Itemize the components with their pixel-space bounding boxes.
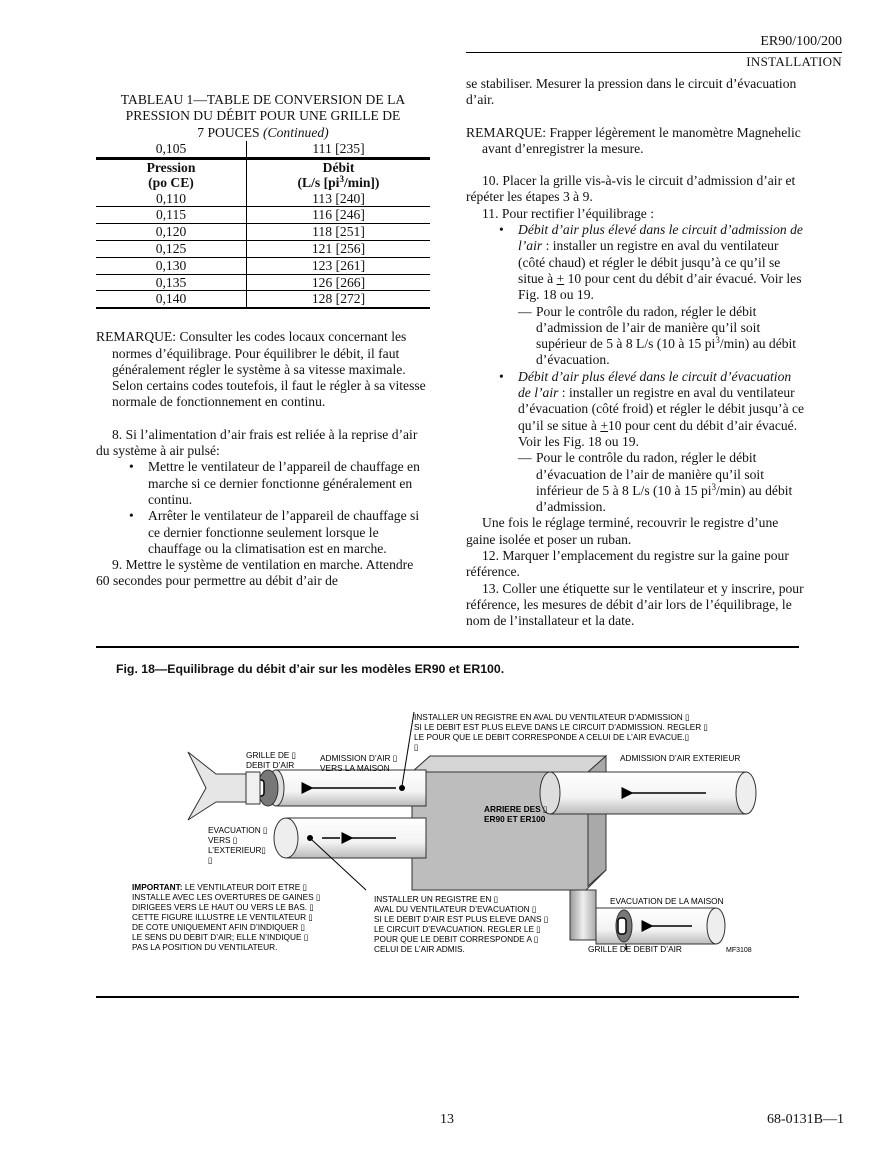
bullet-fan-continuous: • Mettre le ventilateur de l’appareil de chauffage en marche si ce dernier fonctionne généralement en continu.: [129, 459, 420, 507]
step-9-continued: se stabiliser. Mesurer la pression dans le circuit d’évacuation d’air.: [466, 76, 797, 108]
rear-label: ARRIERE DES ▯: [484, 804, 548, 814]
table-row: 0,125 121 [256]: [96, 241, 430, 258]
table-row: 0,130 123 [261]: [96, 257, 430, 274]
svg-text:GRILLE DE ▯DEBIT D’AIR: GRILLE DE ▯ DEBIT D’AIR: [246, 750, 297, 770]
bullet-icon: •: [129, 508, 134, 524]
exhaust-duct: [274, 818, 426, 890]
figure-ref: MF3108: [726, 947, 752, 954]
bullet-icon: •: [129, 459, 134, 475]
model-code: ER90/100/200: [760, 34, 842, 49]
figure-caption: Fig. 18—Equilibrage du débit d’air sur les modèles ER90 et ER100.: [116, 662, 505, 676]
after-adjustment: Une fois le réglage terminé, recouvrir le registre d’une gaine isolée et poser un ruban.: [466, 515, 779, 547]
bullet-icon: •: [499, 222, 504, 238]
column-header-pressure: Pression (po CE): [96, 158, 247, 191]
dash-icon: —: [518, 450, 532, 466]
remark-magnehelic: REMARQUE: Frapper légèrement le manomètre Magnehelic avant d’enregistrer la mesure.: [466, 124, 801, 156]
left-column: [96, 92, 430, 590]
table-row: 0,105 111 [235]: [96, 141, 430, 158]
page-number: 13: [440, 1112, 454, 1127]
right-column: [466, 76, 806, 630]
airflow-diagram: [96, 700, 799, 970]
radon-note-admission: — Pour le contrôle du radon, régler le débit d’admission de l’air de manière qu’il soit supérieur de 5 à 8 L/s (10 à 15 $pi^3/\min$) au débit d’évacuation.: [518, 303, 797, 368]
important-note: IMPORTANT: LE VENTILATEUR DOIT ETRE ▯ INSTALLE AVEC LES OVERTURES DE GAINES ▯ DIRIGEES VERS LE HAUT OU VERS LE BAS. ▯ CETTE FIGURE ILLUSTRE LE VENTILATEUR ▯ DE COTE UNIQUEMENT AFIN D’INDIQUER ▯ LE SENS DU DEBIT D’AIR; ELLE N’INDIQUE ▯ PAS LA POSITION DU VENTILATEUR.: [132, 882, 321, 952]
bullet-fan-stop: • Arrêter le ventilateur de l’appareil de chauffage si ce dernier fonctionne seulement lorsque le chauffage ou la climatisation est en marche.: [129, 508, 420, 556]
svg-text:EVACUATION ▯VERS ▯L’EXTERIEUR▯: EVACUATION ▯ VERS ▯ L’EXTERIEUR▯ ▯: [208, 825, 268, 865]
bullet-icon: •: [499, 368, 504, 384]
svg-text:ARRIERE DES ▯ER90 ET ER100: ARRIERE DES ▯ ER90 ET ER100: [484, 804, 548, 824]
section-title: INSTALLATION: [746, 54, 842, 69]
step-8: 8. Si l’alimentation d’air frais est reliée à la reprise d’air du système à air pulsé:: [96, 426, 418, 459]
evac-exterior-label: EVACUATION ▯: [208, 825, 268, 835]
step-11: 11. Pour rectifier l’équilibrage :: [482, 205, 654, 221]
figure-bottom-rule: [96, 996, 799, 998]
callout-bottom-text: INSTALLER UN REGISTRE EN ▯: [374, 894, 499, 904]
intake-duct: [188, 712, 426, 820]
step-10: 10. Placer la grille vis-à-vis le circuit d’admission d’air et répéter les étapes 3 à 9.: [466, 173, 796, 205]
step-9: 9. Mettre le système de ventilation en marche. Attendre 60 secondes pour permettre au débit d’air de: [96, 557, 414, 589]
table-row: 0,120 118 [251]: [96, 224, 430, 241]
header-rule: [466, 52, 842, 53]
step-12: 12. Marquer l’emplacement du registre sur la gaine pour référence.: [466, 548, 789, 580]
outdoor-intake-duct: [540, 772, 756, 814]
grille-bottom-label: GRILLE DE DEBIT D’AIR: [588, 944, 682, 954]
admission-exterior-label: ADMISSION D’AIR EXTERIEUR: [620, 753, 741, 763]
table-row: 0,140 128 [272]: [96, 291, 430, 308]
table-row: 0,110 113 [240]: [96, 191, 430, 207]
table-title: TABLEAU 1—TABLE DE CONVERSION DE LA PRESSION DU DÉBIT POUR UNE GRILLE DE 7 POUCES (Continued): [120, 92, 406, 140]
column-header-flow: Débit (L/s $[pi^3/\min]$): [297, 159, 380, 191]
step-13: 13. Coller une étiquette sur le ventilateur et y inscrire, pour référence, les mesures de débit d’air lors de l’équilibrage, le nom de l’installateur et la date.: [466, 580, 804, 629]
callout-top-text: INSTALLER UN REGISTRE EN AVAL DU VENTILATEUR D’ADMISSION ▯: [414, 712, 690, 722]
svg-text:INSTALLER UN REGISTRE EN AVAL: INSTALLER UN REGISTRE EN AVAL DU VENTILATEUR D’ADMISSION ▯ SI LE DEBIT EST PLUS ELEVE DANS LE CIRCUIT D’ADMISSION. REGLER ▯ LE POUR QUE LE DEBIT CORRESPONDE A CELUI DE L’AIR EVACUE.▯ ▯: [414, 712, 709, 752]
bullet-admission-higher: • Débit d’air plus élevé dans le circuit d’admission de l’air : installer un registre en aval du ventilateur (côté chaud) et régler le débit jusqu’à ce qu’il se situe à + 10 pour cent du débit d’air évacué. Voir les Fig. 18 ou 19.: [499, 222, 803, 303]
table-row: 0,115 116 [246]: [96, 207, 430, 224]
figure-top-rule: [96, 646, 799, 648]
dash-icon: —: [518, 303, 532, 319]
document-number: 68-0131B—1: [767, 1112, 844, 1127]
grille-label: GRILLE DE ▯: [246, 750, 297, 760]
continued-label: (Continued): [263, 124, 329, 140]
svg-text:ADMISSION D’AIR ▯VERS LA MAISO: ADMISSION D’AIR ▯ VERS LA MAISON: [320, 753, 398, 773]
svg-text:INSTALLER UN REGISTRE EN ▯AVAL: INSTALLER UN REGISTRE EN ▯ AVAL DU VENTILATEUR D’EVACUATION ▯ SI LE DEBIT D’AIR EST PLUS ELEVE DANS ▯ LE CIRCUIT D’EVACUATION. REGLER LE ▯ POUR QUE LE DEBIT CORRESPONDE A ▯ CELUI DE L’AIR ADMIS.: [374, 894, 549, 954]
house-exhaust-label: EVACUATION DE LA MAISON: [610, 896, 724, 906]
radon-note-exhaust: — Pour le contrôle du radon, régler le débit d’évacuation de l’air de manière qu’il soit inférieur de 5 à 8 L/s (10 à 15 $pi^3/\min$) au débit d’admission.: [518, 450, 793, 515]
table-row: 0,135 126 [266]: [96, 274, 430, 291]
table-header-row: [96, 158, 430, 191]
admission-label: ADMISSION D’AIR ▯: [320, 753, 398, 763]
conversion-table: [96, 141, 430, 309]
remark-balancing: REMARQUE: Consulter les codes locaux concernant les normes d’équilibrage. Pour équilibrer le débit, il faut généralement régler le système à sa vitesse maximale. Selon certains codes toutefois, il faut le régler à sa vitesse normale de fonctionnement en continu.: [96, 329, 426, 410]
bullet-exhaust-higher: • Débit d’air plus élevé dans le circuit d’évacuation de l’air : installer un registre en aval du ventilateur d’évacuation (côté froid) et régler le débit jusqu’à ce qu’il se situe à +10 pour cent du débit d’air évacué. Voir les Fig. 18 ou 19.: [499, 368, 805, 449]
